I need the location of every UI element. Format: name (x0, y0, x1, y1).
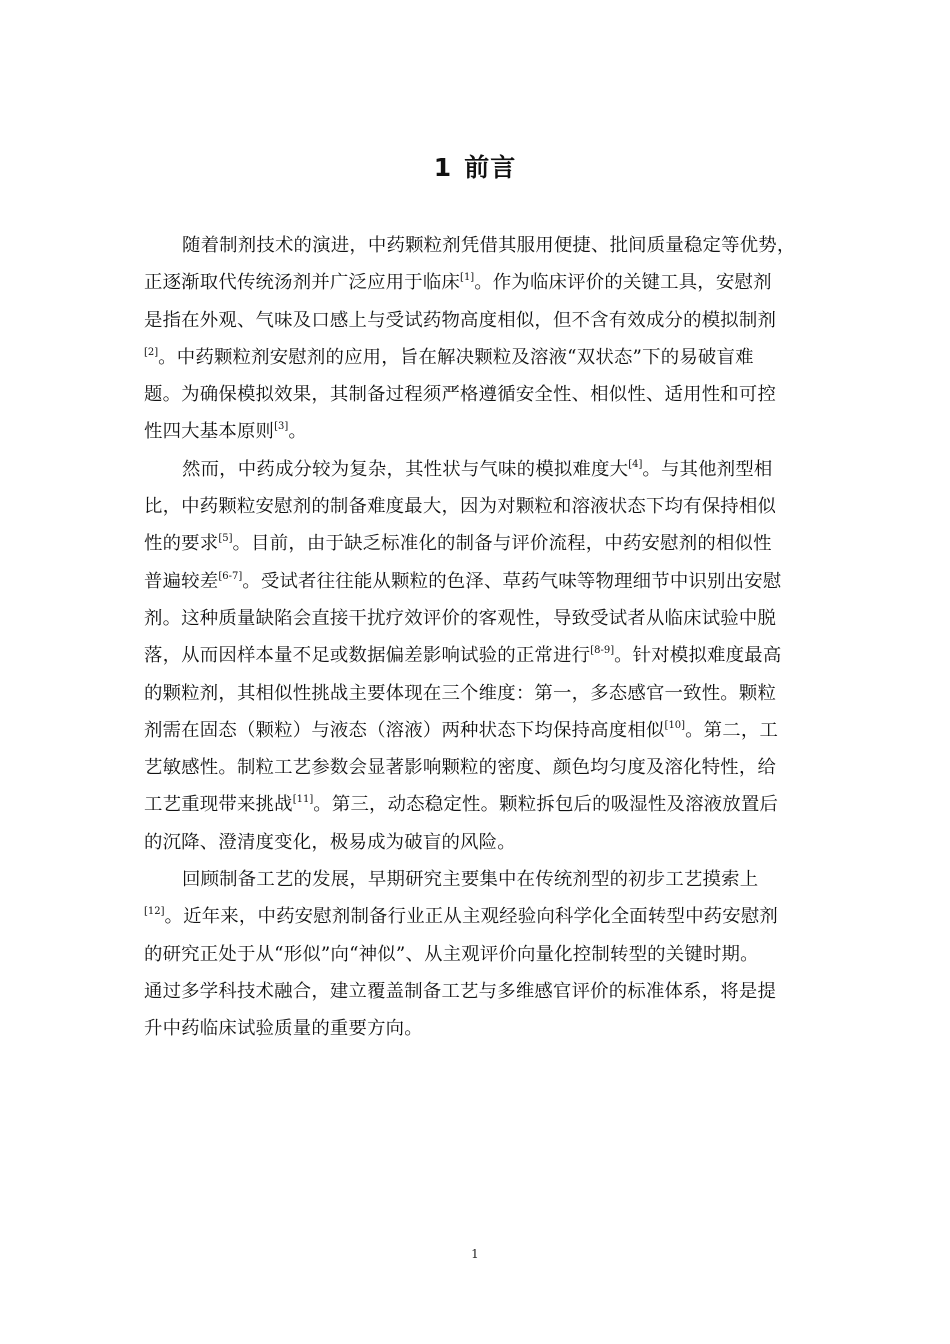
text-line (144, 712, 808, 749)
line-text: 性四大基本原则 (144, 421, 275, 443)
section-heading (0, 148, 950, 188)
section-number: 1 (433, 153, 453, 182)
text-line (144, 600, 808, 637)
line-text: 工艺重现带来挑战 (144, 794, 293, 816)
page-number: 1 (471, 1247, 479, 1261)
citation-ref: [8-9] (590, 645, 615, 657)
line-text-continued: 。近年来，中药安慰剂制备行业正从主观经验向科学化全面转型中药安慰剂 (164, 906, 779, 928)
line-text-continued: 。第三，动态稳定性。颗粒拆包后的吸湿性及溶液放置后 (313, 794, 779, 816)
citation-ref: [2] (144, 346, 159, 358)
text-line (144, 675, 808, 712)
line-text: 普遍较差 (144, 570, 219, 592)
line-text: 升中药临床试验质量的重要方向。 (144, 1018, 423, 1040)
line-text: 剂。这种质量缺陷会直接干扰疗效评价的客观性，导致受试者从临床试验中脱 (144, 607, 777, 629)
line-text: 落，从而因样本量不足或数据偏差影响试验的正常进行 (144, 645, 591, 667)
line-text: 题。为确保模拟效果，其制备过程须严格遵循安全性、相似性、适用性和可控 (144, 384, 777, 406)
text-line (144, 264, 808, 301)
citation-ref: [12] (144, 906, 165, 918)
line-text: 的沉降、澄清度变化，极易成为破盲的风险。 (144, 831, 516, 853)
line-text: 回顾制备工艺的发展，早期研究主要集中在传统剂型的初步工艺摸索上 (182, 869, 759, 891)
line-text-continued: 。针对模拟难度最高 (614, 645, 782, 667)
line-text: 的研究正处于从“形似”向“神似”、从主观评价向量化控制转型的关键时期。 (144, 943, 759, 965)
text-line (144, 1010, 808, 1047)
paragraph (144, 451, 808, 861)
line-text: 正逐渐取代传统汤剂并广泛应用于临床 (144, 272, 461, 294)
text-line (144, 525, 808, 562)
text-line (144, 637, 808, 674)
line-text: 剂需在固态（颗粒）与液态（溶液）两种状态下均保持高度相似 (144, 719, 665, 741)
citation-ref: [4] (628, 458, 643, 470)
line-text: 随着制剂技术的演进，中药颗粒剂凭借其服用便捷、批间质量稳定等优势， (182, 235, 796, 256)
text-line (144, 973, 808, 1010)
line-text-continued: 。目前，由于缺乏标准化的制备与评价流程，中药安慰剂的相似性 (232, 533, 772, 555)
citation-ref: [1] (460, 272, 475, 284)
line-text: 比，中药颗粒安慰剂的制备难度最大，因为对颗粒和溶液状态下均有保持相似 (144, 496, 777, 518)
line-text-continued: 。 (288, 421, 307, 443)
text-line (144, 227, 808, 264)
body-text (144, 227, 808, 1048)
citation-ref: [11] (292, 794, 314, 806)
line-text: 性的要求 (144, 533, 219, 555)
line-text: 是指在外观、气味及口感上与受试药物高度相似，但不含有效成分的模拟制剂 (144, 309, 777, 331)
text-line (144, 339, 808, 376)
line-text-continued: 。中药颗粒剂安慰剂的应用，旨在解决颗粒及溶液“双状态”下的易破盲难 (158, 346, 754, 368)
text-line (144, 413, 808, 450)
line-text: 通过多学科技术融合，建立覆盖制备工艺与多维感官评价的标准体系，将是提 (144, 980, 777, 1002)
line-text: 艺敏感性。制粒工艺参数会显著影响颗粒的密度、颜色均匀度及溶化特性，给 (144, 757, 777, 779)
citation-ref: [3] (274, 421, 289, 433)
line-text-continued: 。第二，工 (685, 719, 779, 741)
text-line (144, 302, 808, 339)
line-text-continued: 。受试者往往能从颗粒的色泽、草药气味等物理细节中识别出安慰 (242, 570, 782, 592)
text-line (144, 563, 808, 600)
line-text: 的颗粒剂，其相似性挑战主要体现在三个维度：第一，多态感官一致性。颗粒 (144, 682, 777, 704)
text-line (144, 488, 808, 525)
text-line (144, 376, 808, 413)
text-line (144, 861, 808, 898)
text-line (144, 898, 808, 935)
paragraph (144, 861, 808, 1047)
paragraph (144, 227, 808, 451)
line-text-continued: 。作为临床评价的关键工具，安慰剂 (474, 272, 772, 294)
section-title: 前言 (464, 153, 517, 182)
text-line (144, 749, 808, 786)
text-line (144, 936, 808, 973)
citation-ref: [10] (664, 719, 686, 731)
line-text-continued: 。与其他剂型相 (642, 458, 773, 480)
text-line (144, 451, 808, 488)
citation-ref: [6-7] (218, 570, 243, 582)
text-line (144, 786, 808, 823)
citation-ref: [5] (218, 533, 233, 545)
text-line (144, 824, 808, 861)
line-text: 然而，中药成分较为复杂，其性状与气味的模拟难度大 (182, 458, 629, 480)
